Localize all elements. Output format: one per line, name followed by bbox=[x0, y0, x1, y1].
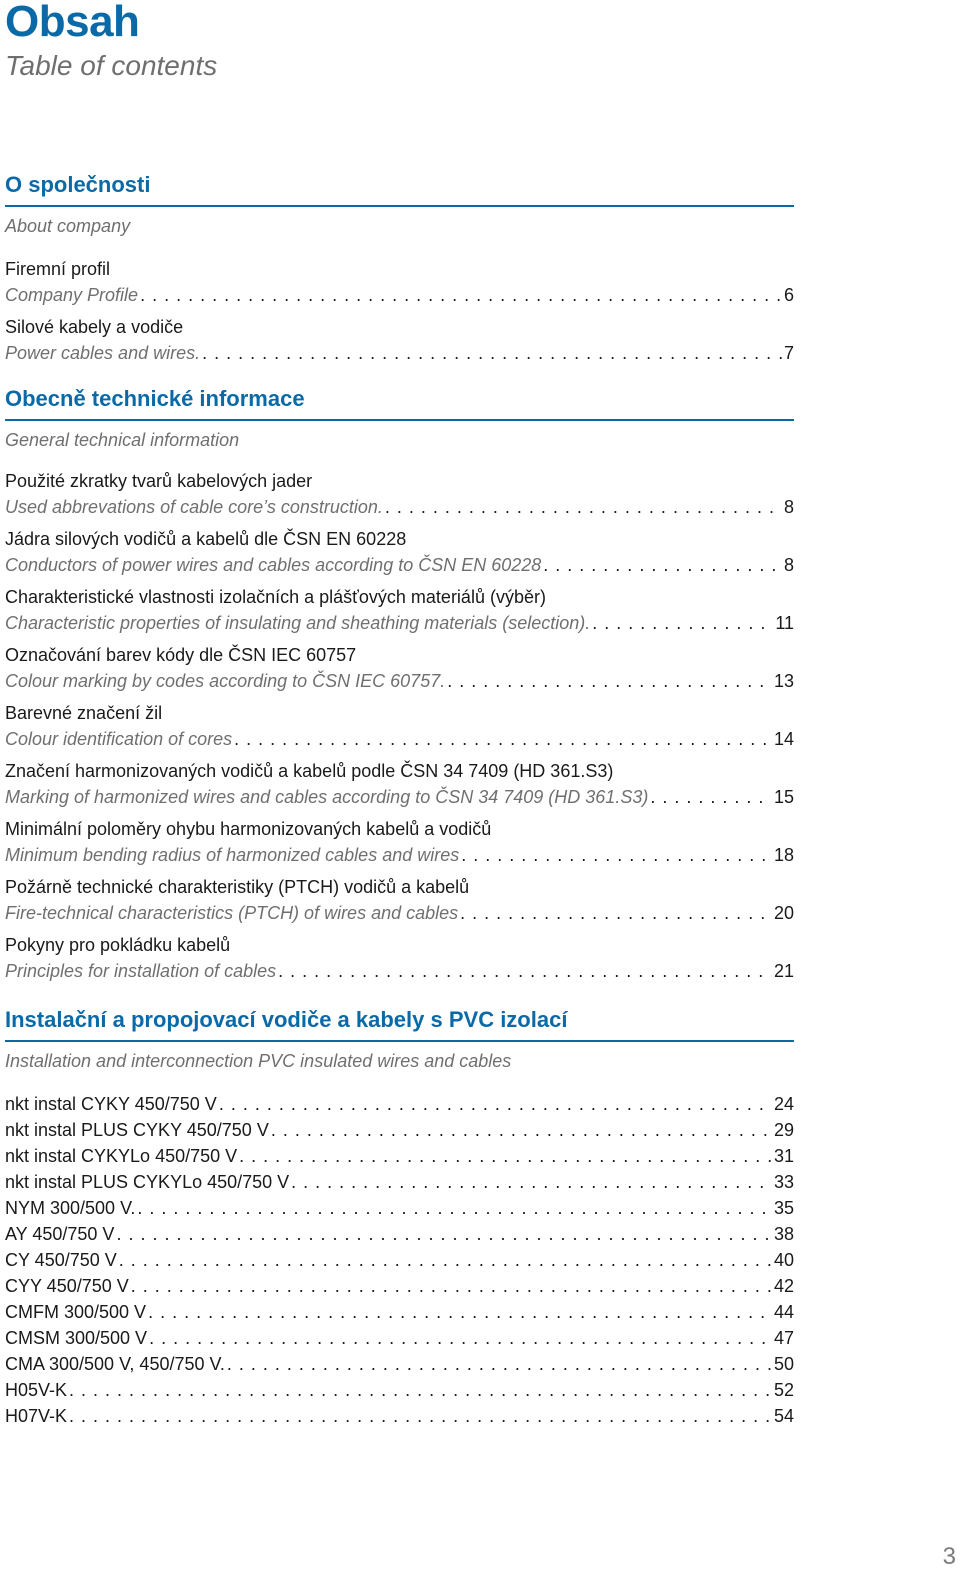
dot-leader bbox=[460, 900, 772, 926]
entry-page-number: 21 bbox=[773, 961, 794, 981]
toc-entry[interactable] bbox=[5, 700, 794, 752]
product-name: nkt instal CYKY 450/750 V bbox=[5, 1094, 217, 1114]
entry-title-cz: Označování barev kódy dle ČSN IEC 60757 bbox=[5, 645, 357, 665]
entry-title-en: Colour identification of cores bbox=[5, 729, 233, 749]
entry-page-number: 40 bbox=[773, 1250, 794, 1270]
entry-title-en: Characteristic properties of insulating and sheathing materials (selection). bbox=[5, 613, 591, 633]
toc-product-entry[interactable] bbox=[5, 1143, 794, 1169]
dot-leader bbox=[148, 1299, 772, 1325]
section-general-technical-information bbox=[5, 385, 794, 984]
entry-title-cz: Značení harmonizovaných vodičů a kabelů podle ČSN 34 7409 (HD 361.S3) bbox=[5, 761, 614, 781]
entry-title-cz: Požárně technické charakteristiky (PTCH) vodičů a kabelů bbox=[5, 877, 470, 897]
entry-page-number: 13 bbox=[773, 671, 794, 691]
toc-entry[interactable] bbox=[5, 526, 794, 578]
dot-leader bbox=[447, 668, 772, 694]
entry-page-number: 35 bbox=[773, 1198, 794, 1218]
product-name: CYY 450/750 V bbox=[5, 1276, 129, 1296]
entry-title-cz: Barevné značení žil bbox=[5, 703, 163, 723]
entry-page-number: 33 bbox=[773, 1172, 794, 1192]
table-of-contents bbox=[5, 0, 794, 1429]
toc-entry[interactable] bbox=[5, 468, 794, 520]
entry-page-number: 52 bbox=[773, 1380, 794, 1400]
dot-leader bbox=[239, 1143, 772, 1169]
product-name: AY 450/750 V bbox=[5, 1224, 115, 1244]
page-number: 3 bbox=[942, 1543, 956, 1570]
entry-title-en: Used abbrevations of cable core’s construction. bbox=[5, 497, 383, 517]
section-subtitle: General technical information bbox=[5, 430, 240, 450]
entry-page-number: 42 bbox=[773, 1276, 794, 1296]
toc-product-entry[interactable] bbox=[5, 1169, 794, 1195]
product-name: NYM 300/500 V. bbox=[5, 1198, 136, 1218]
dot-leader bbox=[461, 842, 772, 868]
toc-product-entry[interactable] bbox=[5, 1091, 794, 1117]
page-subtitle: Table of contents bbox=[5, 50, 218, 81]
entry-page-number: 31 bbox=[773, 1146, 794, 1166]
entry-title-cz: Firemní profil bbox=[5, 259, 111, 279]
entry-title-en: Marking of harmonized wires and cables according to ČSN 34 7409 (HD 361.S3) bbox=[5, 787, 649, 807]
toc-entry[interactable] bbox=[5, 874, 794, 926]
entry-page-number: 50 bbox=[773, 1354, 794, 1374]
dot-leader bbox=[278, 958, 772, 984]
entry-title-en: Company Profile bbox=[5, 285, 139, 305]
entry-page-number: 20 bbox=[773, 903, 794, 923]
entry-title-en: Principles for installation of cables bbox=[5, 961, 277, 981]
dot-leader bbox=[69, 1403, 772, 1429]
dot-leader bbox=[137, 1195, 772, 1221]
toc-product-entry[interactable] bbox=[5, 1325, 794, 1351]
toc-product-entry[interactable] bbox=[5, 1247, 794, 1273]
toc-product-entry[interactable] bbox=[5, 1195, 794, 1221]
entry-page-number: 11 bbox=[775, 613, 794, 633]
toc-product-entry[interactable] bbox=[5, 1221, 794, 1247]
toc-entry[interactable] bbox=[5, 256, 794, 308]
toc-product-entry[interactable] bbox=[5, 1117, 794, 1143]
dot-leader bbox=[291, 1169, 772, 1195]
entry-title-cz: Minimální poloměry ohybu harmonizovaných kabelů a vodičů bbox=[5, 819, 492, 839]
dot-leader bbox=[543, 552, 782, 578]
entry-page-number: 24 bbox=[773, 1094, 794, 1114]
entry-page-number: 7 bbox=[783, 343, 794, 363]
product-name: H07V-K bbox=[5, 1406, 68, 1426]
product-name: CMA 300/500 V, 450/750 V. bbox=[5, 1354, 225, 1374]
toc-product-entry[interactable] bbox=[5, 1273, 794, 1299]
entry-title-en: Power cables and wires. bbox=[5, 343, 201, 363]
entry-title-en: Fire-technical characteristics (PTCH) of wires and cables bbox=[5, 903, 459, 923]
dot-leader bbox=[219, 1091, 772, 1117]
dot-leader bbox=[202, 340, 782, 366]
entry-title-cz: Silové kabely a vodiče bbox=[5, 317, 184, 337]
dot-leader bbox=[140, 282, 782, 308]
toc-product-entry[interactable] bbox=[5, 1299, 794, 1325]
toc-entry[interactable] bbox=[5, 932, 794, 984]
entry-title-cz: Pokyny pro pokládku kabelů bbox=[5, 935, 231, 955]
product-name: nkt instal PLUS CYKYLo 450/750 V bbox=[5, 1172, 290, 1192]
entry-title-en: Conductors of power wires and cables according to ČSN EN 60228 bbox=[5, 555, 542, 575]
toc-entry[interactable] bbox=[5, 584, 794, 636]
product-name: CY 450/750 V bbox=[5, 1250, 117, 1270]
dot-leader bbox=[592, 610, 773, 636]
toc-entry[interactable] bbox=[5, 816, 794, 868]
dot-leader bbox=[271, 1117, 772, 1143]
toc-entry[interactable] bbox=[5, 758, 794, 810]
entry-page-number: 47 bbox=[773, 1328, 794, 1348]
section-subtitle: Installation and interconnection PVC insulated wires and cables bbox=[5, 1051, 512, 1071]
entry-title-cz: Použité zkratky tvarů kabelových jader bbox=[5, 471, 313, 491]
section-title: O společnosti bbox=[5, 171, 794, 207]
section-title: Obecně technické informace bbox=[5, 385, 794, 421]
dot-leader bbox=[149, 1325, 772, 1351]
toc-product-entry[interactable] bbox=[5, 1403, 794, 1429]
entry-title-en: Colour marking by codes according to ČSN IEC 60757. bbox=[5, 671, 446, 691]
page-title: Obsah bbox=[5, 0, 140, 46]
section-subtitle: About company bbox=[5, 216, 131, 236]
dot-leader bbox=[234, 726, 772, 752]
product-name: H05V-K bbox=[5, 1380, 68, 1400]
dot-leader bbox=[116, 1221, 772, 1247]
section-pvc-wires-and-cables bbox=[5, 1006, 794, 1429]
dot-leader bbox=[385, 494, 782, 520]
toc-product-entry[interactable] bbox=[5, 1351, 794, 1377]
product-name: nkt instal CYKYLo 450/750 V bbox=[5, 1146, 238, 1166]
toc-entry[interactable] bbox=[5, 642, 794, 694]
product-name: CMFM 300/500 V bbox=[5, 1302, 147, 1322]
dot-leader bbox=[650, 784, 772, 810]
dot-leader bbox=[69, 1377, 772, 1403]
section-title: Instalační a propojovací vodiče a kabely s PVC izolací bbox=[5, 1006, 794, 1042]
entry-page-number: 29 bbox=[773, 1120, 794, 1140]
entry-page-number: 6 bbox=[783, 285, 794, 305]
dot-leader bbox=[119, 1247, 772, 1273]
dot-leader bbox=[227, 1351, 772, 1377]
entry-page-number: 54 bbox=[773, 1406, 794, 1426]
entry-page-number: 44 bbox=[773, 1302, 794, 1322]
entry-page-number: 38 bbox=[773, 1224, 794, 1244]
entry-title-cz: Charakteristické vlastnosti izolačních a plášťových materiálů (výběr) bbox=[5, 587, 546, 607]
dot-leader bbox=[131, 1273, 772, 1299]
entry-title-en: Minimum bending radius of harmonized cables and wires bbox=[5, 845, 460, 865]
toc-product-entry[interactable] bbox=[5, 1377, 794, 1403]
entry-page-number: 18 bbox=[773, 845, 794, 865]
entry-page-number: 15 bbox=[773, 787, 794, 807]
section-about-company bbox=[5, 171, 794, 366]
product-name: CMSM 300/500 V bbox=[5, 1328, 148, 1348]
product-name: nkt instal PLUS CYKY 450/750 V bbox=[5, 1120, 269, 1140]
entry-page-number: 8 bbox=[783, 497, 794, 517]
entry-page-number: 14 bbox=[773, 729, 794, 749]
toc-entry[interactable] bbox=[5, 314, 794, 366]
entry-page-number: 8 bbox=[783, 555, 794, 575]
entry-title-cz: Jádra silových vodičů a kabelů dle ČSN EN 60228 bbox=[5, 529, 407, 549]
